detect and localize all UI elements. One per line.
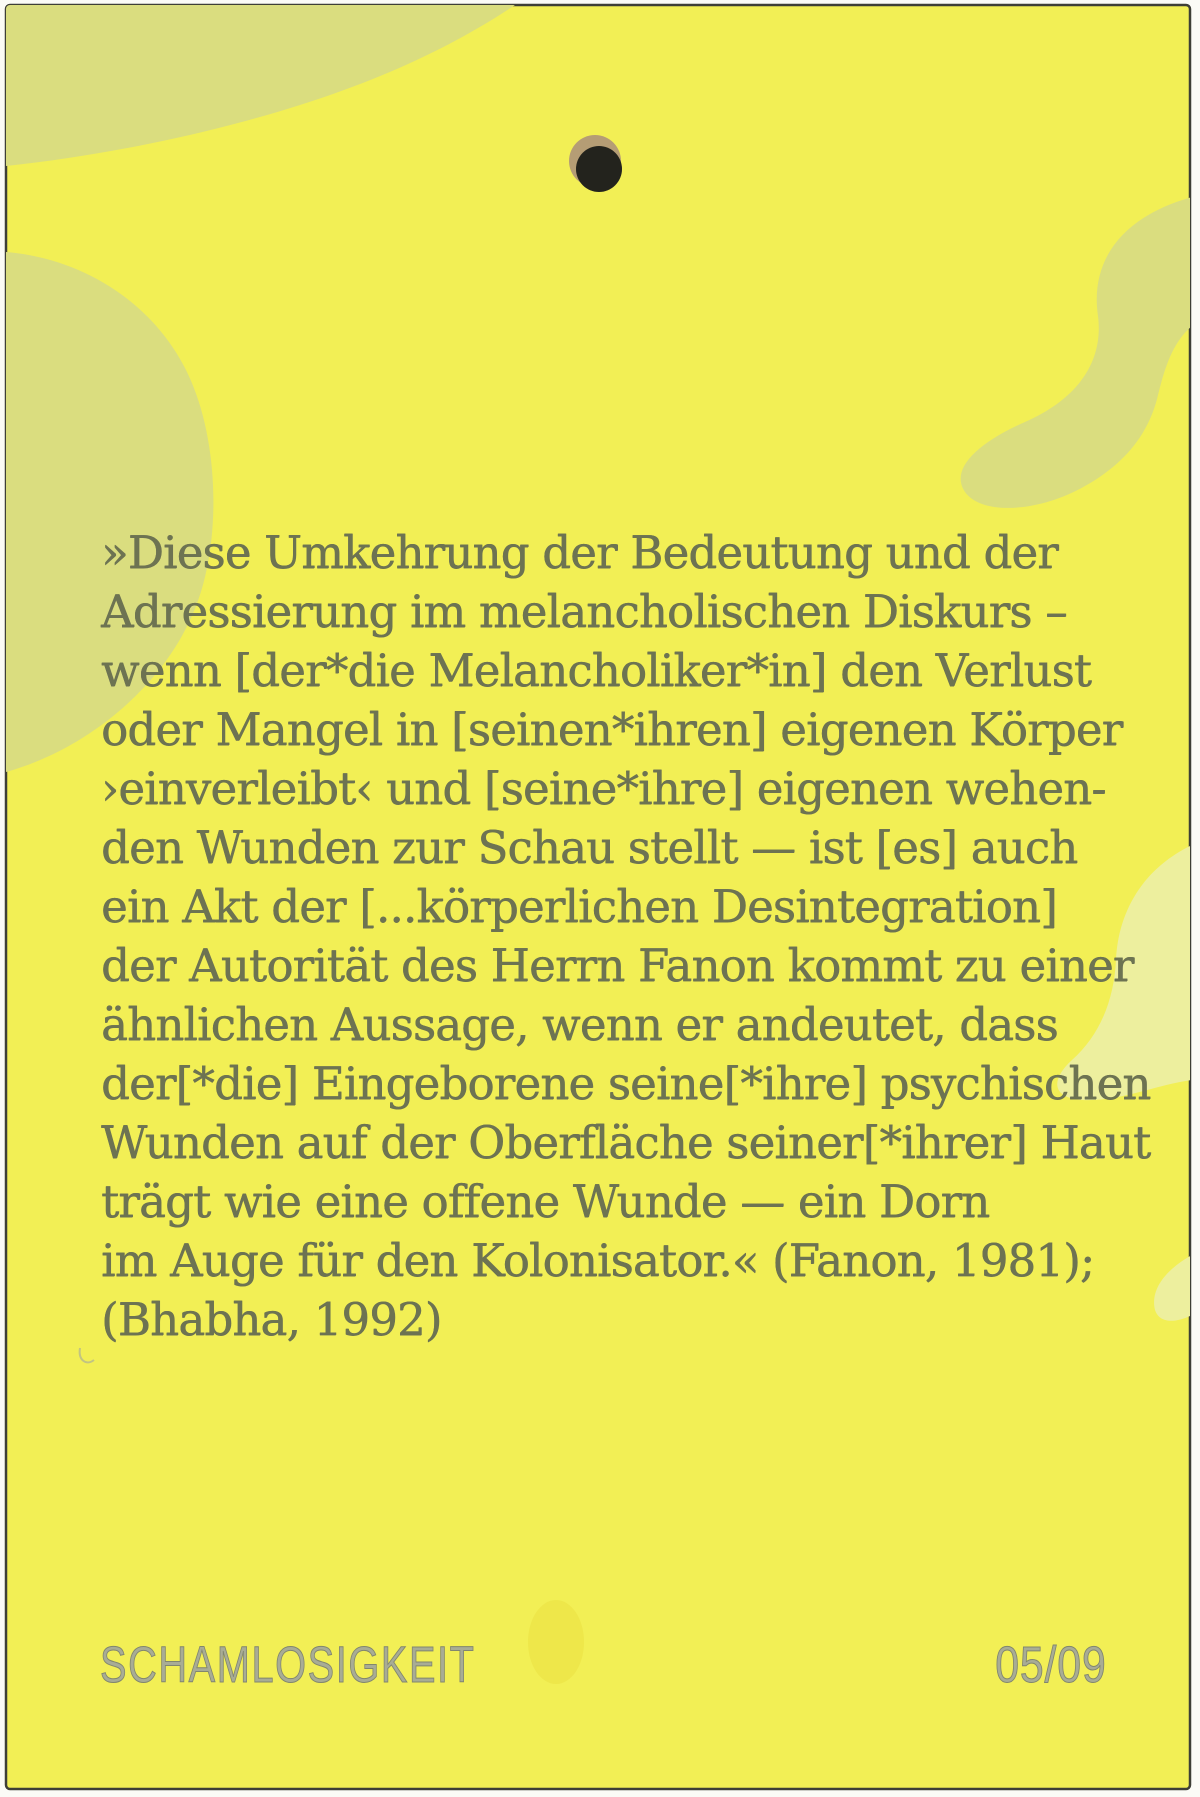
quote-line: »Diese Umkehrung der Bedeutung und der (101, 526, 1058, 579)
quote-line: ›einverleibt‹ und [seine*ihre] eigenen wehen- (101, 762, 1106, 815)
quote-line: der Autorität des Herrn Fanon kommt zu einer (101, 939, 1134, 992)
footer-series-title: SCHAMLOSIGKEIT (100, 1636, 476, 1693)
quote-line: der[*die] Eingeborene seine[*ihre] psychischen (101, 1057, 1151, 1110)
footer-page-number: 05/09 (995, 1636, 1107, 1693)
quote-line: ähnlichen Aussage, wenn er andeutet, dass (101, 998, 1058, 1051)
quote-block (101, 523, 1151, 1349)
quote-line: wenn [der*die Melancholiker*in] den Verlust (101, 644, 1092, 697)
quote-line: ein Akt der [...körperlichen Desintegration] (101, 880, 1057, 933)
quote-line: (Bhabha, 1992) (101, 1293, 442, 1346)
quote-line: im Auge für den Kolonisator.« (Fanon, 1981); (101, 1234, 1095, 1287)
quote-line: trägt wie eine offene Wunde — ein Dorn (101, 1175, 990, 1228)
ink-smudge (528, 1600, 584, 1684)
quote-line: oder Mangel in [seinen*ihren] eigenen Körper (101, 703, 1123, 756)
quote-line: den Wunden zur Schau stellt — ist [es] auch (101, 821, 1078, 874)
quote-line: Wunden auf der Oberfläche seiner[*ihrer] Haut (101, 1116, 1151, 1169)
quote-line: Adressierung im melancholischen Diskurs – (101, 585, 1067, 638)
hole-opening (576, 146, 622, 192)
